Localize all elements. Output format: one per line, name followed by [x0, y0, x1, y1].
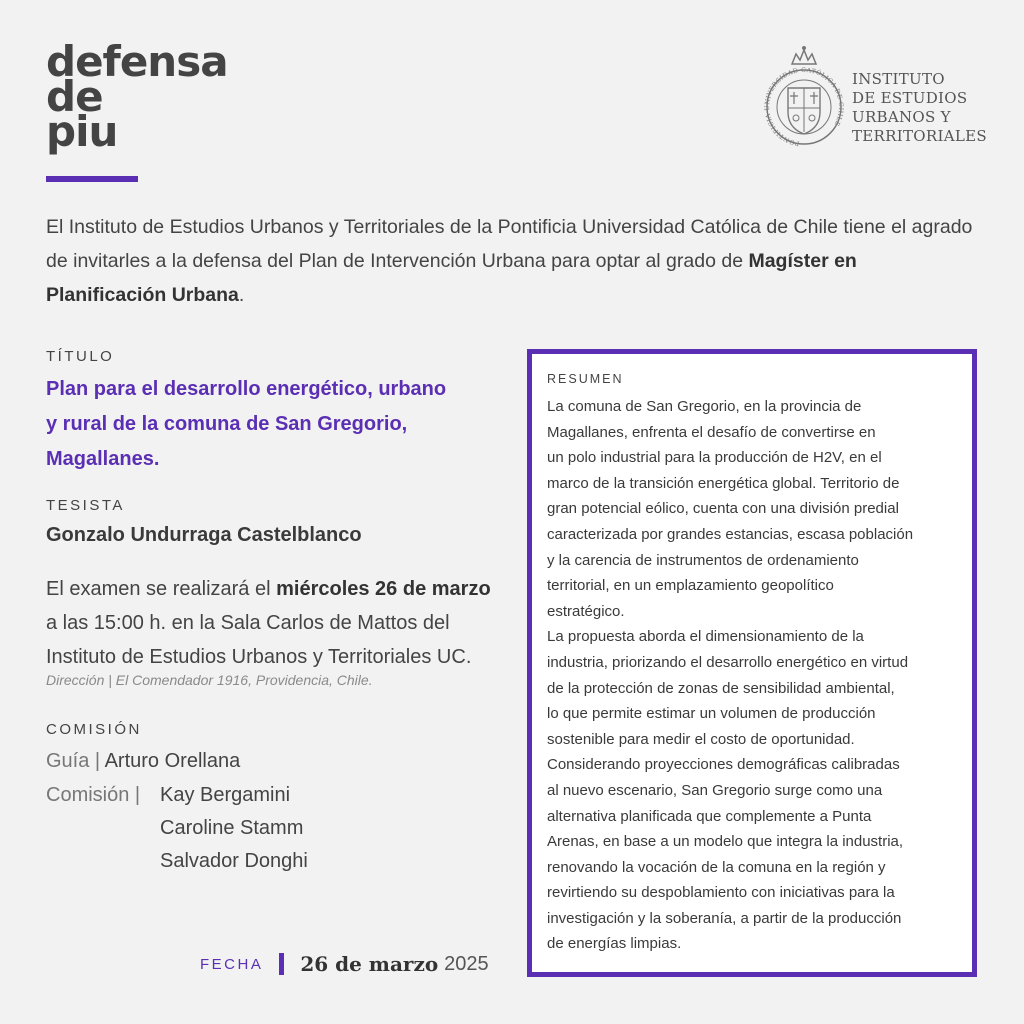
- intro-paragraph: [46, 210, 976, 312]
- exam-date: miércoles 26 de marzo: [276, 578, 491, 600]
- resumen-line: marco de la transición energética global. Territorio de: [547, 474, 900, 492]
- guia-row: [46, 750, 240, 773]
- resumen-line: Arenas, en base a un modelo que integra la industria,: [547, 833, 904, 851]
- thesis-title: [46, 372, 526, 477]
- exam-line-2: a las 15:00 h. en la Sala Carlos de Mattos del: [46, 612, 450, 634]
- thesis-title-line-1: Plan para el desarrollo energético, urbano: [46, 378, 447, 400]
- logo-line-1: defensa: [46, 37, 228, 86]
- tesista-name: Gonzalo Undurraga Castelblanco: [46, 524, 362, 546]
- logo-line-2: de: [46, 72, 103, 121]
- institute-line-1: INSTITUTO: [852, 70, 945, 88]
- institute-line-4: TERRITORIALES: [852, 127, 987, 145]
- tesista-label: TESISTA: [46, 497, 125, 514]
- resumen-line: al nuevo escenario, San Gregorio surge como una: [547, 781, 883, 799]
- fecha-year: 2025: [444, 952, 489, 975]
- resumen-line: La propuesta aborda el dimensionamiento de la: [547, 628, 864, 646]
- resumen-line: de la protección de zonas de sensibilidad ambiental,: [547, 679, 895, 697]
- resumen-line: Magallanes, enfrenta el desafío de convertirse en: [547, 423, 876, 441]
- degree-name: Magíster en Planificación Urbana: [46, 250, 857, 306]
- comision-member: Salvador Donghi: [160, 850, 308, 872]
- guia-key: Guía |: [46, 750, 105, 772]
- thesis-title-line-3: Magallanes.: [46, 448, 160, 470]
- resumen-line: La comuna de San Gregorio, en la provincia de: [547, 398, 862, 415]
- resumen-line: industria, priorizando el desarrollo energético en virtud: [547, 653, 909, 671]
- exam-pre: El examen se realizará el: [46, 578, 277, 600]
- resumen-line: gran potencial eólico, cuenta con una división predial: [547, 500, 899, 518]
- fecha-label: FECHA: [200, 955, 264, 973]
- title-label: TÍTULO: [46, 348, 115, 365]
- resumen-line: un polo industrial para la producción de H2V, en el: [547, 449, 882, 467]
- resumen-box: [527, 349, 977, 977]
- institute-line-2: DE ESTUDIOS: [852, 89, 968, 107]
- exam-line-1: [46, 572, 536, 606]
- resumen-line: caracterizada por grandes estancias, escasa población: [547, 525, 914, 543]
- fecha-divider: [279, 953, 284, 975]
- exam-line-3: Instituto de Estudios Urbanos y Territoriales UC.: [46, 646, 472, 668]
- fecha-date: 26 de marzo: [300, 952, 439, 976]
- intro-text: El Instituto de Estudios Urbanos y Territoriales de la Pontificia Universidad Católica de Chile tiene el agrado de invitarles a la defensa del Plan de Intervención Urbana para optar al grado de: [46, 216, 973, 272]
- fecha-row: [200, 952, 489, 976]
- resumen-line: renovando la vocación de la comuna en la región y: [547, 858, 886, 876]
- uc-seal-icon: [764, 42, 844, 152]
- resumen-line: de energías limpias.: [547, 935, 682, 953]
- resumen-line: y la carencia de instrumentos de ordenamiento: [547, 551, 859, 569]
- resumen-text: [547, 394, 967, 957]
- resumen-line: sostenible para medir el costo de oportunidad.: [547, 730, 855, 748]
- resumen-line: alternativa planificada que complemente a Punta: [547, 807, 872, 825]
- resumen-line: estratégico.: [547, 602, 625, 620]
- institute-line-3: URBANOS Y: [852, 108, 951, 126]
- comision-member: Kay Bergamini: [160, 784, 291, 806]
- comision-key: [46, 784, 140, 807]
- guia-name: Arturo Orellana: [104, 750, 241, 772]
- comision-key-label: Comisión |: [46, 784, 141, 806]
- logo-line-3: piu: [46, 107, 118, 156]
- resumen-paragraph-2: [547, 624, 967, 957]
- resumen-line: revirtiendo su despoblamiento con iniciativas para la: [547, 884, 895, 902]
- resumen-line: Considerando proyecciones demográficas calibradas: [547, 756, 900, 774]
- resumen-label: RESUMEN: [547, 372, 624, 386]
- seal-text: PONTIFICIA UNIVERSIDAD CATÓLICA DE CHILE: [764, 66, 844, 147]
- comision-member: Caroline Stamm: [160, 817, 304, 839]
- resumen-paragraph-1: [547, 394, 967, 624]
- exam-info: [46, 572, 536, 674]
- resumen-line: lo que permite estimar un volumen de producción: [547, 705, 876, 723]
- exam-address: Dirección | El Comendador 1916, Providencia, Chile.: [46, 672, 373, 688]
- thesis-title-line-2: y rural de la comuna de San Gregorio,: [46, 413, 408, 435]
- comision-label: COMISIÓN: [46, 721, 142, 738]
- resumen-line: territorial, en un emplazamiento geopolítico: [547, 577, 834, 595]
- institute-name: [852, 70, 987, 146]
- defensa-de-piu-logo: [46, 37, 228, 156]
- resumen-line: investigación y la soberanía, a partir de la producción: [547, 909, 902, 927]
- logo-underline: [46, 176, 138, 182]
- intro-end: .: [238, 284, 245, 306]
